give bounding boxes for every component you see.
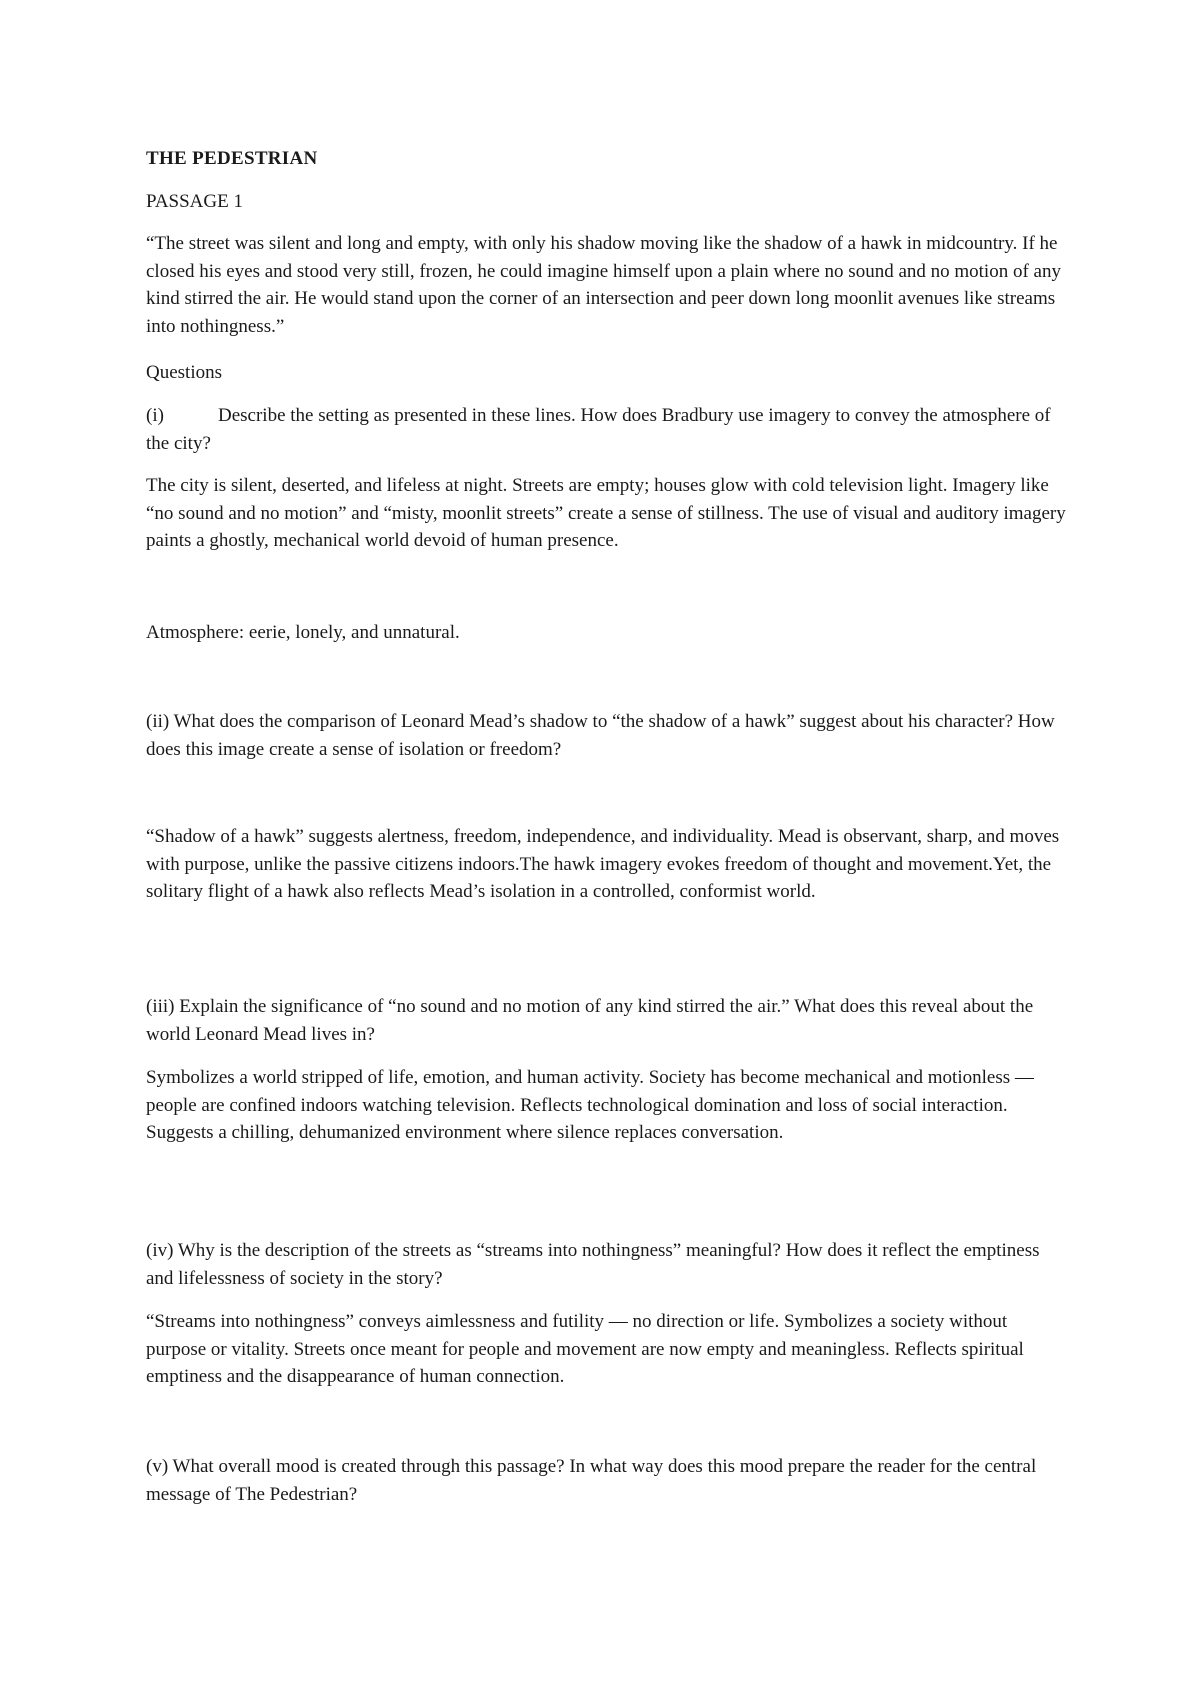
question-5: (v) What overall mood is created through this passage? In what way does this mood prepare the reader for the central message of The Pedestrian? — [146, 1456, 1037, 1505]
passage-label: PASSAGE 1 — [146, 191, 243, 212]
question-1-text: Describe the setting as presented in these lines. How does Bradbury use imagery to convey the atmosphere of the city? — [146, 405, 1051, 454]
answer-3: Symbolizes a world stripped of life, emotion, and human activity. Society has become mechanical and motionless — people are confined indoors watching television. Reflects technological domination and loss of social interaction. Suggests a chilling, dehumanized environment where silence replaces conversation. — [146, 1067, 1034, 1143]
question-2: (ii) What does the comparison of Leonard Mead’s shadow to “the shadow of a hawk” suggest about his character? How does this image create a sense of isolation or freedom? — [146, 711, 1055, 760]
question-4: (iv) Why is the description of the streets as “streams into nothingness” meaningful? How does it reflect the emptiness and lifelessness of society in the story? — [146, 1240, 1040, 1289]
document-title: THE PEDESTRIAN — [146, 148, 318, 169]
answer-1: The city is silent, deserted, and lifeless at night. Streets are empty; houses glow with cold television light. Imagery like “no sound and no motion” and “misty, moonlit streets” create a sense of stillness. The use of visual and auditory imagery paints a ghostly, mechanical world devoid of human presence. — [146, 475, 1066, 551]
answer-4: “Streams into nothingness” conveys aimlessness and futility — no direction or life. Symbolizes a society without purpose or vitality. Streets once meant for people and movement are now empty and meaningless. Reflects spiritual emptiness and the disappearance of human connection. — [146, 1311, 1024, 1387]
answer-2: “Shadow of a hawk” suggests alertness, freedom, independence, and individuality. Mead is observant, sharp, and moves with purpose, unlike the passive citizens indoors.The hawk imagery evokes freedom of thought and movement.Yet, the solitary flight of a hawk also reflects Mead’s isolation in a controlled, conformist world. — [146, 826, 1060, 902]
question-3: (iii) Explain the significance of “no sound and no motion of any kind stirred the air.” What does this reveal about the world Leonard Mead lives in? — [146, 996, 1034, 1045]
question-1 — [146, 402, 1066, 457]
passage-text: “The street was silent and long and empty, with only his shadow moving like the shadow of a hawk in midcountry. If he closed his eyes and stood very still, frozen, he could imagine himself upon a plain where no sound and no motion of any kind stirred the air. He would stand upon the corner of an intersection and peer down long moonlit avenues like streams into nothingness.” — [146, 233, 1061, 337]
questions-label: Questions — [146, 362, 222, 383]
answer-1-atmosphere: Atmosphere: eerie, lonely, and unnatural. — [146, 622, 460, 643]
question-1-number: (i) — [146, 405, 164, 426]
